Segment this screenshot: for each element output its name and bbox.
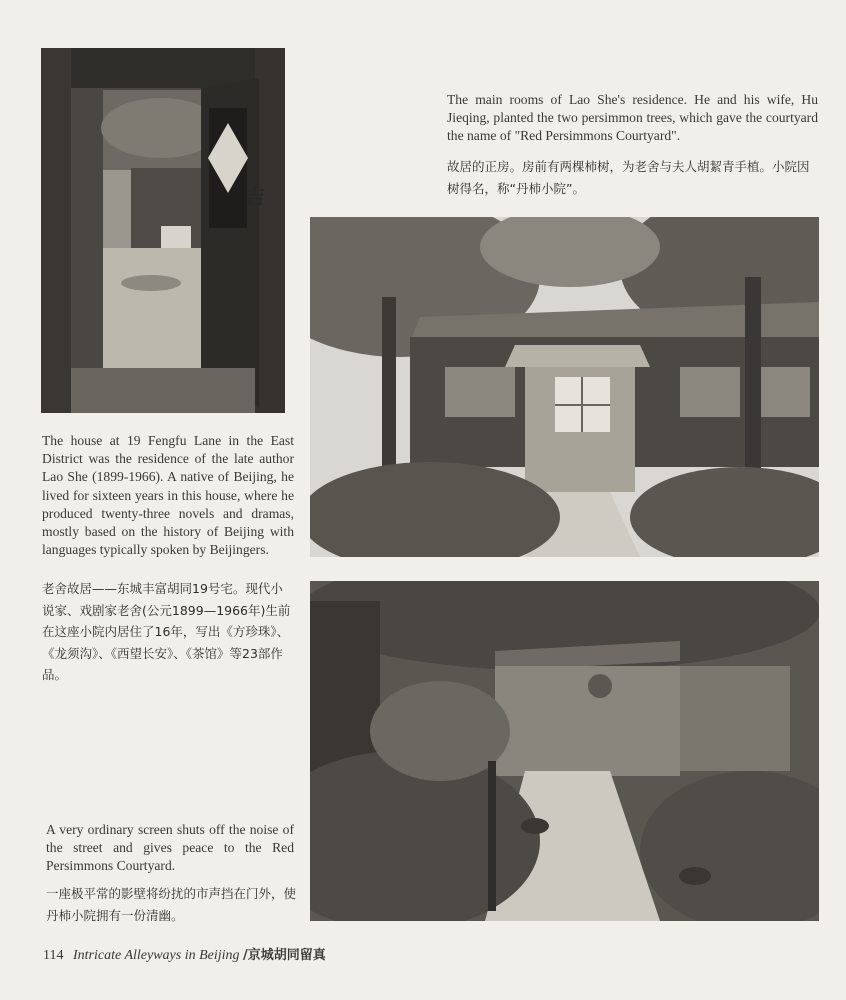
page-number: 114	[43, 948, 64, 963]
book-title: Intricate Alleyways in Beijing	[72, 948, 240, 963]
photo-main-rooms	[310, 217, 819, 557]
caption-house-en: The house at 19 Fengfu Lane in the East District was the residence of the late author Lao She (1899-1966). A native of Beijing, he lived for sixteen years in this house, where he produced twenty-three novels and dramas, mostly based on the history of Beijing with languages typically spoken by Beijingers.	[42, 433, 294, 558]
page-footer	[43, 944, 326, 964]
caption-screen-cn: 一座极平常的影壁将纷扰的市声挡在门外，使丹柿小院拥有一份清幽。	[46, 886, 297, 923]
door-sign-character: 吉	[245, 184, 265, 209]
photo-screen-wall	[310, 581, 819, 921]
book-title-cn: /京城胡同留真	[243, 948, 326, 963]
photo-doorway	[41, 48, 285, 413]
caption-main-rooms-en: The main rooms of Lao She's residence. He and his wife, Hu Jieqing, planted the two persimmon trees, which gave the courtyard the name of "Red Persimmons Courtyard".	[447, 92, 818, 144]
caption-house-cn: 老舍故居——东城丰富胡同19号宅。现代小说家、戏剧家老舍(公元1899—1966年)生前在这座小院内居住了16年，写出《方珍珠》、《龙须沟》、《西望长安》、《茶馆》等23部作品。	[42, 581, 291, 682]
caption-screen-en: A very ordinary screen shuts off the noise of the street and gives peace to the Red Persimmons Courtyard.	[46, 822, 294, 874]
caption-main-rooms-cn: 故居的正房。房前有两棵柿树，为老舍与夫人胡絜青手植。小院因树得名，称“丹柿小院”。	[447, 159, 810, 196]
